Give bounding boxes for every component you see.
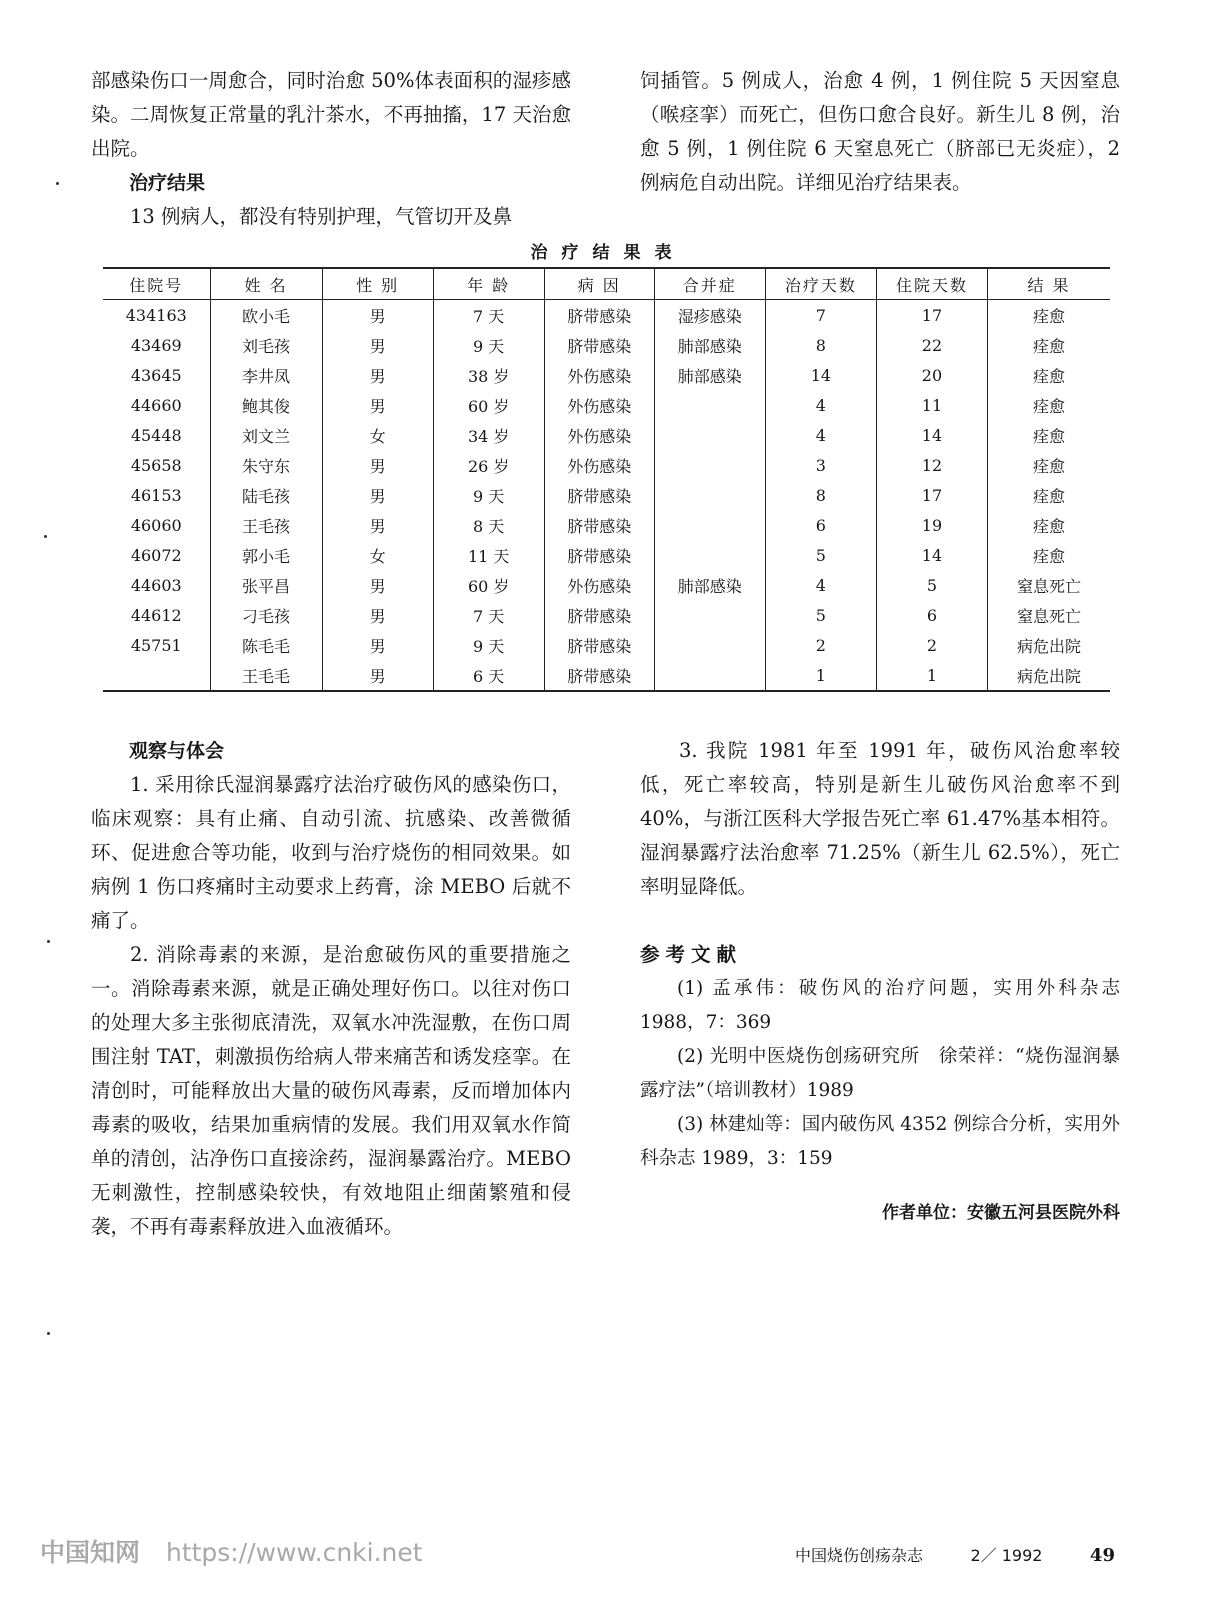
table-cell: 男 [322, 300, 433, 331]
table-cell: 60 岁 [433, 570, 544, 600]
table-cell: 4 [765, 570, 876, 600]
table-cell: 2 [876, 630, 987, 660]
table-cell: 男 [322, 480, 433, 510]
table-cell: 张平昌 [210, 570, 322, 600]
table-cell: 窒息死亡 [988, 600, 1111, 630]
section-heading-observations: 观察与体会 [129, 740, 225, 762]
table-row [103, 510, 1110, 540]
table-cell: 5 [876, 570, 987, 600]
journal-name: 中国烧伤创疡杂志 [795, 1546, 924, 1565]
table-row [103, 390, 1110, 420]
table-row [103, 360, 1110, 390]
table-cell: 外伤感染 [544, 360, 654, 390]
reference-item: (3) 林建灿等：国内破伤风 4352 例综合分析，实用外科杂志 1989，3：159 [640, 1114, 1120, 1169]
table-cell: 1 [876, 660, 987, 691]
author-affiliation: 作者单位：安徽五河县医院外科 [882, 1203, 1120, 1223]
table-cell: 李井凤 [210, 360, 322, 390]
table-cell: 46072 [103, 540, 210, 570]
table-cell: 7 [765, 300, 876, 331]
table-cell: 20 [876, 360, 987, 390]
table-cell: 46153 [103, 480, 210, 510]
table-cell [654, 480, 765, 510]
table-cell: 17 [876, 300, 987, 331]
table-row [103, 480, 1110, 510]
table-cell: 8 [765, 330, 876, 360]
table-cell: 刘毛孩 [210, 330, 322, 360]
table-cell: 4 [765, 390, 876, 420]
section-heading-results: 治疗结果 [129, 172, 206, 194]
table-cell: 刘文兰 [210, 420, 322, 450]
table-cell: 26 岁 [433, 450, 544, 480]
body-paragraph: 3. 我院 1981 年至 1991 年，破伤风治愈率较低，死亡率较高，特别是新生儿破伤风治愈率不到 40%，与浙江医科大学报告死亡率 61.47%基本相符。湿润暴露疗法治愈率 71.25%（新生儿 62.5%），死亡率明显降低。 [640, 739, 1120, 898]
reference-item: (1) 孟承伟：破伤风的治疗问题，实用外科杂志 1988，7：369 [640, 978, 1120, 1033]
column-header: 住院天数 [876, 268, 987, 300]
table-cell: 38 岁 [433, 360, 544, 390]
table-cell: 14 [876, 540, 987, 570]
table-cell: 7 天 [433, 300, 544, 331]
table-cell: 11 天 [433, 540, 544, 570]
column-header: 结 果 [988, 268, 1111, 300]
table-cell: 7 天 [433, 600, 544, 630]
table-cell: 肺部感染 [654, 360, 765, 390]
table-cell: 男 [322, 600, 433, 630]
table-cell: 痊愈 [988, 510, 1111, 540]
cnki-watermark [40, 1533, 423, 1569]
table-cell: 脐带感染 [544, 510, 654, 540]
table-cell: 34 岁 [433, 420, 544, 450]
page-number: 49 [1089, 1545, 1115, 1566]
table-cell: 女 [322, 420, 433, 450]
table-cell: 46060 [103, 510, 210, 540]
scan-speck [44, 535, 47, 538]
table-cell: 1 [765, 660, 876, 691]
column-header: 病 因 [544, 268, 654, 300]
table-cell [654, 660, 765, 691]
table-row [103, 570, 1110, 600]
table-cell: 肺部感染 [654, 330, 765, 360]
table-cell: 6 [876, 600, 987, 630]
table-row [103, 660, 1110, 691]
table-cell: 痊愈 [988, 540, 1111, 570]
table-row [103, 630, 1110, 660]
table-cell: 郭小毛 [210, 540, 322, 570]
body-paragraph: 2. 消除毒素的来源，是治愈破伤风的重要措施之一。消除毒素来源，就是正确处理好伤口。以往对伤口的处理大多主张彻底清洗，双氧水冲洗湿敷，在伤口周围注射 TAT，刺激损伤给病人带来痛苦和诱发痉挛。在清创时，可能释放出大量的破伤风毒素，反而增加体内毒素的吸收，结果加重病情的发展。我们用双氧水作简单的清创，沾净伤口直接涂药，湿润暴露治疗。MEBO 无刺激性，控制感染较快，有效地阻止细菌繁殖和侵袭，不再有毒素释放进入血液循环。 [91, 943, 571, 1238]
column-header: 性 别 [322, 268, 433, 300]
table-cell: 22 [876, 330, 987, 360]
table-cell [654, 540, 765, 570]
results-table [103, 267, 1110, 692]
table-cell: 脐带感染 [544, 330, 654, 360]
table-cell: 5 [765, 600, 876, 630]
table-row [103, 450, 1110, 480]
table-cell: 陈毛毛 [210, 630, 322, 660]
table-cell: 4 [765, 420, 876, 450]
table-cell: 8 [765, 480, 876, 510]
issue-number: 2／ 1992 [970, 1546, 1043, 1565]
table-cell: 男 [322, 360, 433, 390]
table-cell: 43469 [103, 330, 210, 360]
table-cell: 44660 [103, 390, 210, 420]
left-column-bottom [91, 734, 571, 1244]
column-header: 年 龄 [433, 268, 544, 300]
watermark-brand: 中国知网 [40, 1538, 141, 1567]
table-cell: 外伤感染 [544, 420, 654, 450]
table-cell: 欧小毛 [210, 300, 322, 331]
watermark-url: https://www.cnki.net [165, 1538, 423, 1567]
right-column-bottom [640, 734, 1120, 1230]
table-cell [654, 510, 765, 540]
table-row [103, 600, 1110, 630]
body-paragraph: 13 例病人，都没有特别护理，气管切开及鼻 [130, 205, 513, 228]
column-header: 住院号 [103, 268, 210, 300]
table-cell: 男 [322, 510, 433, 540]
table-cell: 王毛毛 [210, 660, 322, 691]
table-cell: 9 天 [433, 480, 544, 510]
table-row [103, 300, 1110, 331]
table-cell: 脐带感染 [544, 300, 654, 331]
table-cell: 脐带感染 [544, 540, 654, 570]
table-cell: 9 天 [433, 330, 544, 360]
table-cell: 17 [876, 480, 987, 510]
body-paragraph: 1. 采用徐氏湿润暴露疗法治疗破伤风的感染伤口，临床观察：具有止痛、自动引流、抗感染、改善微循环、促进愈合等功能，收到与治疗烧伤的相同效果。如病例 1 伤口疼痛时主动要求上药膏，涂 MEBO 后就不痛了。 [91, 773, 571, 932]
table-cell [654, 600, 765, 630]
table-cell: 9 天 [433, 630, 544, 660]
table-cell [103, 660, 210, 691]
table-cell [654, 630, 765, 660]
table-cell: 2 [765, 630, 876, 660]
table-cell: 痊愈 [988, 360, 1111, 390]
table-cell: 14 [765, 360, 876, 390]
table-body [103, 300, 1110, 692]
reference-item: (2) 光明中医烧伤创疡研究所 徐荣祥：“烧伤湿润暴露疗法”（培训教材）1989 [640, 1046, 1120, 1101]
table-cell: 60 岁 [433, 390, 544, 420]
table-cell: 外伤感染 [544, 450, 654, 480]
table-cell: 刁毛孩 [210, 600, 322, 630]
table-cell: 44612 [103, 600, 210, 630]
table-row [103, 540, 1110, 570]
table-cell: 3 [765, 450, 876, 480]
table-cell: 陆毛孩 [210, 480, 322, 510]
scan-speck [47, 1332, 50, 1335]
table-cell: 痊愈 [988, 300, 1111, 331]
table-cell: 脐带感染 [544, 480, 654, 510]
table-cell: 病危出院 [988, 630, 1111, 660]
table-cell: 男 [322, 330, 433, 360]
left-column-top [91, 64, 571, 234]
table-cell: 6 [765, 510, 876, 540]
table-cell [654, 390, 765, 420]
table-row [103, 330, 1110, 360]
table-cell: 男 [322, 390, 433, 420]
table-title: 治疗结果表 [530, 243, 686, 263]
table-cell: 11 [876, 390, 987, 420]
table-cell: 6 天 [433, 660, 544, 691]
table-cell: 45658 [103, 450, 210, 480]
table-cell: 外伤感染 [544, 570, 654, 600]
scan-speck [47, 940, 50, 943]
table-cell: 湿疹感染 [654, 300, 765, 331]
references-heading: 参考文献 [640, 943, 743, 966]
table-cell: 男 [322, 660, 433, 691]
table-cell: 朱守东 [210, 450, 322, 480]
table-cell [654, 450, 765, 480]
table-cell: 45448 [103, 420, 210, 450]
table-cell: 男 [322, 570, 433, 600]
table-cell: 男 [322, 450, 433, 480]
table-cell: 脐带感染 [544, 600, 654, 630]
table-cell: 痊愈 [988, 450, 1111, 480]
table-cell: 44603 [103, 570, 210, 600]
body-paragraph: 部感染伤口一周愈合，同时治愈 50%体表面积的湿疹感染。二周恢复正常量的乳汁茶水，不再抽搐，17 天治愈出院。 [91, 69, 571, 160]
table-cell: 45751 [103, 630, 210, 660]
table-cell: 8 天 [433, 510, 544, 540]
table-cell: 痊愈 [988, 390, 1111, 420]
column-header: 姓 名 [210, 268, 322, 300]
table-cell: 43645 [103, 360, 210, 390]
table-cell: 外伤感染 [544, 390, 654, 420]
column-header: 治疗天数 [765, 268, 876, 300]
table-cell: 王毛孩 [210, 510, 322, 540]
table-cell: 痊愈 [988, 480, 1111, 510]
table-cell: 男 [322, 630, 433, 660]
scan-speck [56, 182, 59, 185]
table-header-row [103, 268, 1110, 300]
table-cell: 病危出院 [988, 660, 1111, 691]
table-cell: 痊愈 [988, 420, 1111, 450]
table-cell: 434163 [103, 300, 210, 331]
table-cell: 女 [322, 540, 433, 570]
table-cell [654, 420, 765, 450]
table-cell: 12 [876, 450, 987, 480]
page-footer [795, 1543, 1115, 1566]
table-cell: 窒息死亡 [988, 570, 1111, 600]
column-header: 合并症 [654, 268, 765, 300]
table-cell: 19 [876, 510, 987, 540]
table-cell: 14 [876, 420, 987, 450]
table-cell: 脐带感染 [544, 630, 654, 660]
right-column-top [640, 64, 1120, 200]
body-paragraph: 饲插管。5 例成人，治愈 4 例，1 例住院 5 天因窒息（喉痉挛）而死亡，但伤口愈合良好。新生儿 8 例，治愈 5 例，1 例住院 6 天窒息死亡（脐部已无炎症），2 例病危自动出院。详细见治疗结果表。 [640, 69, 1120, 194]
table-cell: 鲍其俊 [210, 390, 322, 420]
table-cell: 脐带感染 [544, 660, 654, 691]
table-cell: 痊愈 [988, 330, 1111, 360]
table-row [103, 420, 1110, 450]
table-cell: 5 [765, 540, 876, 570]
table-cell: 肺部感染 [654, 570, 765, 600]
